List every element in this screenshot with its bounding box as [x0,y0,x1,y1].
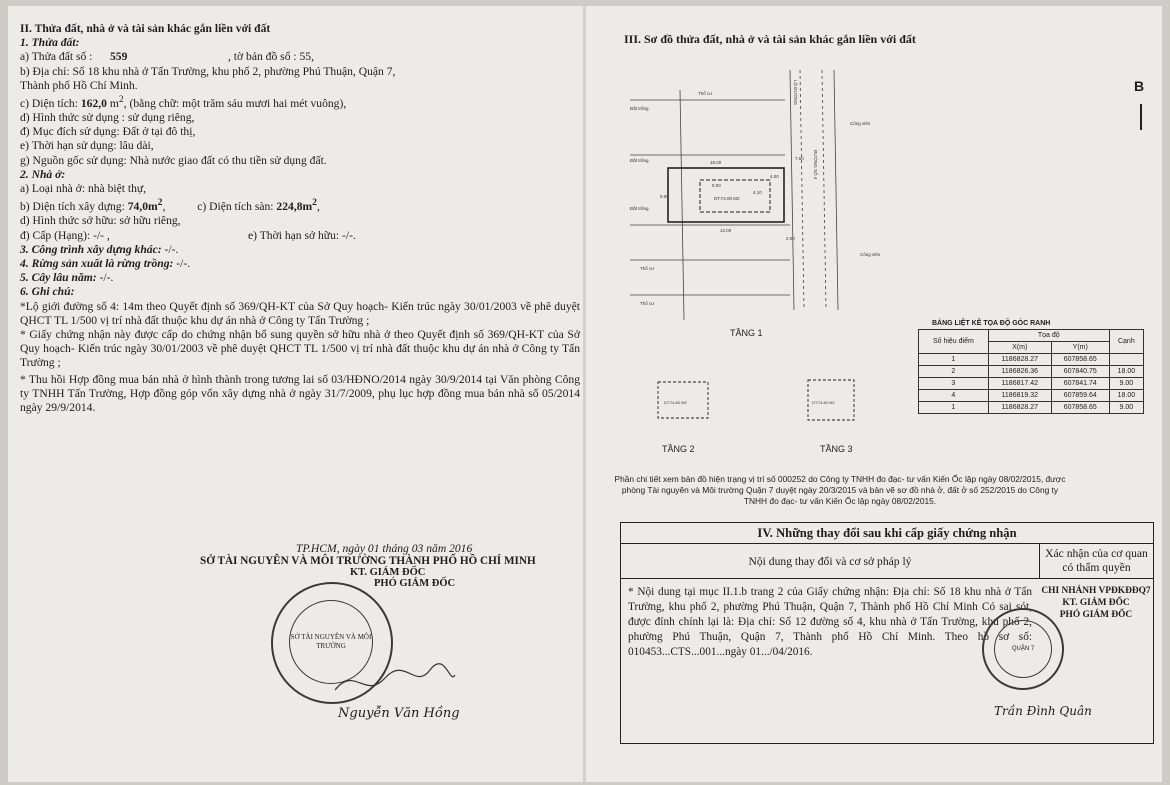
grade: đ) Cấp (Hạng): -/- , [20,228,110,242]
map-label: , tờ bản đồ số : 55, [228,50,314,64]
area-floor2: DT:74.80 M2 [664,400,687,405]
area-floor1: DT:74.00 M2 [714,196,740,201]
area-sup: 2 [118,94,124,106]
dim-top: 18.00 [710,160,722,165]
address-1: b) Địa chỉ: Số 18 khu nhà ở Tấn Trường, khu phố 2, phường Phú Thuận, Quận 7, [20,64,396,78]
left-page [20,22,580,415]
label-tho-cu-1: Thổ cư [640,266,655,271]
issue-date: TP.HCM, ngày 01 tháng 03 năm 2016 [296,542,473,555]
section-iv-header [621,544,1153,579]
cell-pt: 4 [919,390,989,402]
note-3: * Thu hồi Hợp đồng mua bán nhà ở hình thành trong tương lai số 03/HĐNO/2014 ngày 30/9/2014 tại Văn phòng Công ty TNHH Tấn Trường, Hợp đồng góp vốn xây dựng nhà ở ngày 31/7/2009, phụ lục hợp đồng mua bán nhà số 05/2014 ngày 29/9/2014. [20,372,580,414]
dim-left: 9.00 [660,194,669,199]
coord-header-edge: Cạnh [1109,330,1143,354]
change-content: * Nội dung tại mục II.1.b trang 2 của Giấy chứng nhận: Địa chỉ: Số 18 khu nhà ở Tấn Trường, khu phố 2, phường Phú Thuận, Quận 7, Thành phố Hồ Chí Minh Có sai sót, được đính chính lại là: Địa chỉ: Số 12 đường số 4, khu nhà ở Tấn Trường, khu phố 2, phường Phú Thuận, Quận 7, Thành phố Hồ Chí Minh. Theo hồ sơ số: 010453...CTS...001...ngày 01.../04/2016. [628,586,1032,658]
cell-pt: 1 [919,354,989,366]
changes-col-confirm: Xác nhận của cơ quan có thẩm quyền [1045,547,1148,574]
house-heading: 2. Nhà ở: [20,167,66,181]
area-label: c) Diện tích: [20,96,78,110]
built-sup: 2 [157,197,163,209]
dim-inner-2: 5.00 [712,183,721,188]
cell-y: 607840.75 [1051,366,1109,378]
site-plan-diagram [610,60,910,460]
coord-header-x: X(m) [988,342,1051,354]
cell-edge [1109,354,1143,366]
other-works-val: -/-. [161,242,179,256]
section-iv-title: IV. Những thay đổi sau khi cấp giấy chứng nhận [621,523,1153,544]
dim-inner: 4.10 [753,190,762,195]
section-ii-title: II. Thửa đất, nhà ở và tài sản khác gắn liền với đất [20,22,271,35]
built-area-line: b) Diện tích xây dựng: $74,0m^2$, c) Diện tích sàn: $224,8m^2$, [20,197,320,214]
cell-edge: 18.00 [1109,366,1143,378]
corner-rule [1140,104,1142,130]
label-dat-trong-1: Đất trống [630,106,649,111]
cell-x: 1186826.36 [988,366,1051,378]
deputy-director: PHÓ GIÁM ĐỐC [374,578,456,589]
grade-line [20,229,580,243]
label-park-1: Công viên [850,121,871,126]
branch-seal [982,608,1064,690]
cell-edge: 18.00 [1109,390,1143,402]
branch-kt: KT. GIÁM ĐỐC [1062,598,1130,608]
branch-signer-name: Trần Đình Quân [994,704,1092,718]
survey-footnote: Phần chi tiết xem bản đồ hiện trạng vị trí số 000252 do Công ty TNHH đo đạc- tư vấn Kiến Ốc lập ngày 08/02/2015, được phòng Tài nguyên và Môi trường Quận 7 duyệt ngày 20/3/2015 và bản vẽ sơ đồ nhà ở, đất ở số 252/2015 do Công ty TNHH đo đạc- tư vấn Kiến Ốc lập ngày 08/02/2015. [614,474,1066,506]
cell-edge: 9.00 [1109,402,1143,414]
area-floor3: DT:74.80 M2 [812,400,835,405]
area-line [20,93,580,111]
built-label: b) Diện tích xây dựng: [20,200,125,214]
own-term: e) Thời hạn sở hữu: -/-. [248,228,356,242]
table-row [919,366,1144,378]
forest-line [20,257,580,271]
use-term: e) Thời hạn sử dụng: lâu dài, [20,139,154,153]
cell-y: 607858.65 [1051,402,1109,414]
cell-x: 1186828.27 [988,354,1051,366]
label-road: ĐƯỜNG SỐ 4 [813,150,818,180]
coordinate-table-title: BẢNG LIỆT KÊ TỌA ĐỘ GÓC RANH [932,320,1051,327]
table-row [919,390,1144,402]
plot-no: 559 [110,50,128,64]
cell-y: 607841.74 [1051,378,1109,390]
label-dat-trong-3: Đất trống [630,206,649,211]
section-iv-body [621,579,1153,743]
table-row [919,378,1144,390]
label-tho-cu-2: Thổ cư [640,301,655,306]
label-dat-trong-2: Đất trống [630,158,649,163]
section-iii-title: III. Sơ đồ thửa đất, nhà ở và tài sản khác gắn liền với đất [624,32,916,46]
floor-label: c) Diện tích sàn: [197,200,274,214]
floor-sup: 2 [312,197,317,209]
address-2: Thành phố Hồ Chí Minh. [20,78,138,92]
issuer-signature-stroke [330,660,460,700]
page-fold [583,6,586,782]
branch-seal-text: QUẬN 7 [994,620,1052,678]
dim-bottom: 12.00 [720,228,732,233]
plot-label: a) Thửa đất số : [20,50,93,64]
cell-x: 1186819.32 [988,390,1051,402]
branch-deputy: PHÓ GIÁM ĐỐC [1059,610,1133,620]
use-form: d) Hình thức sử dụng : sử dụng riêng, [20,111,195,125]
dim-right-1: 4.00 [770,174,779,179]
perennial: 5. Cây lâu năm: [20,271,97,285]
table-row [919,402,1144,414]
area-words: , (bằng chữ: một trăm sáu mươi hai mét vuông), [123,96,347,110]
coordinate-table [918,329,1144,414]
area-unit: m [106,96,119,110]
forest: 4. Rừng sản xuất là rừng trồng: [20,256,174,270]
own-form: d) Hình thức sở hữu: sở hữu riêng, [20,214,181,228]
use-origin: g) Nguồn gốc sử dụng: Nhà nước giao đất có thu tiền sử dụng đất. [20,153,327,167]
branch-name: CHI NHÁNH VPĐKĐĐQ7 [1041,586,1151,596]
issuing-authority: SỞ TÀI NGUYÊN VÀ MÔI TRƯỜNG THÀNH PHỐ HỒ CHÍ MINH [200,555,536,567]
label-road-2: LỘ ĐƯỜNG [793,80,798,105]
forest-val: -/-. [173,256,191,270]
corner-mark: B [1134,78,1145,94]
coord-header-y: Y(m) [1051,342,1109,354]
coord-header-point: Số hiệu điểm [919,330,989,354]
perennial-line [20,271,580,285]
note-2: * Giấy chứng nhận này được cấp do chứng nhận bổ sung quyền sở hữu nhà ở theo Quyết định số 369/QH-KT của Sở Quy hoạch- Kiến trúc ngày 30/01/2003 về phê duyệt QHCT TL 1/500 vị trí nhà đất thuộc khu dự án nhà ở Công ty Tấn Trường ; [20,327,580,370]
cell-pt: 1 [919,402,989,414]
issuer-seal-text: SỞ TÀI NGUYÊN VÀ MÔI TRƯỜNG [289,600,373,684]
label-tho-cu-3: Thổ cư [698,91,713,96]
perennial-val: -/-. [96,271,114,285]
cell-pt: 2 [919,366,989,378]
cell-y: 607859.64 [1051,390,1109,402]
changes-col-content: Nội dung thay đổi và cơ sở pháp lý [621,544,1040,578]
floor3-title: TẦNG 3 [820,444,853,454]
dim-road-2: 2.00 [786,236,795,241]
plot-line [20,50,580,64]
coordinate-table-block [918,320,1144,414]
floor2-title: TẦNG 2 [662,444,695,454]
use-purpose: đ) Mục đích sử dụng: Đất ở tại đô thị, [20,125,196,139]
land-heading: 1. Thửa đất: [20,36,80,50]
cell-edge: 9.00 [1109,378,1143,390]
notes-heading: 6. Ghi chú: [20,285,75,299]
built-value: 74,0m [127,200,158,214]
cell-y: 607858.65 [1051,354,1109,366]
kt-director: KT. GIÁM ĐỐC [350,567,426,578]
floor1-title: TẦNG 1 [730,328,763,338]
cell-pt: 3 [919,378,989,390]
other-works-line [20,243,580,257]
other-works: 3. Công trình xây dựng khác: [20,242,162,256]
cell-x: 1186817.42 [988,378,1051,390]
dim-road: 7.60 [795,156,804,161]
cell-x: 1186828.27 [988,402,1051,414]
area-value: 162,0 [80,96,107,110]
label-park-2: Công viên [860,252,881,257]
table-row [919,354,1144,366]
floor-value: 224,8m [276,200,313,214]
issuer-signer-name: Nguyễn Văn Hồng [338,706,460,721]
coord-header-coord: Tọa độ [988,330,1109,342]
note-1: *Lộ giới đường số 4: 14m theo Quyết định số 369/QH-KT của Sở Quy hoạch- Kiến trúc ngày 30/01/2003 về phê duyệt QHCT TL 1/500 vị trí nhà đất thuộc khu dự án nhà ở Công ty Tấn Trường ; [20,299,580,327]
issuer-signature-block [200,542,580,589]
house-type: a) Loại nhà ở: nhà biệt thự, [20,182,147,196]
